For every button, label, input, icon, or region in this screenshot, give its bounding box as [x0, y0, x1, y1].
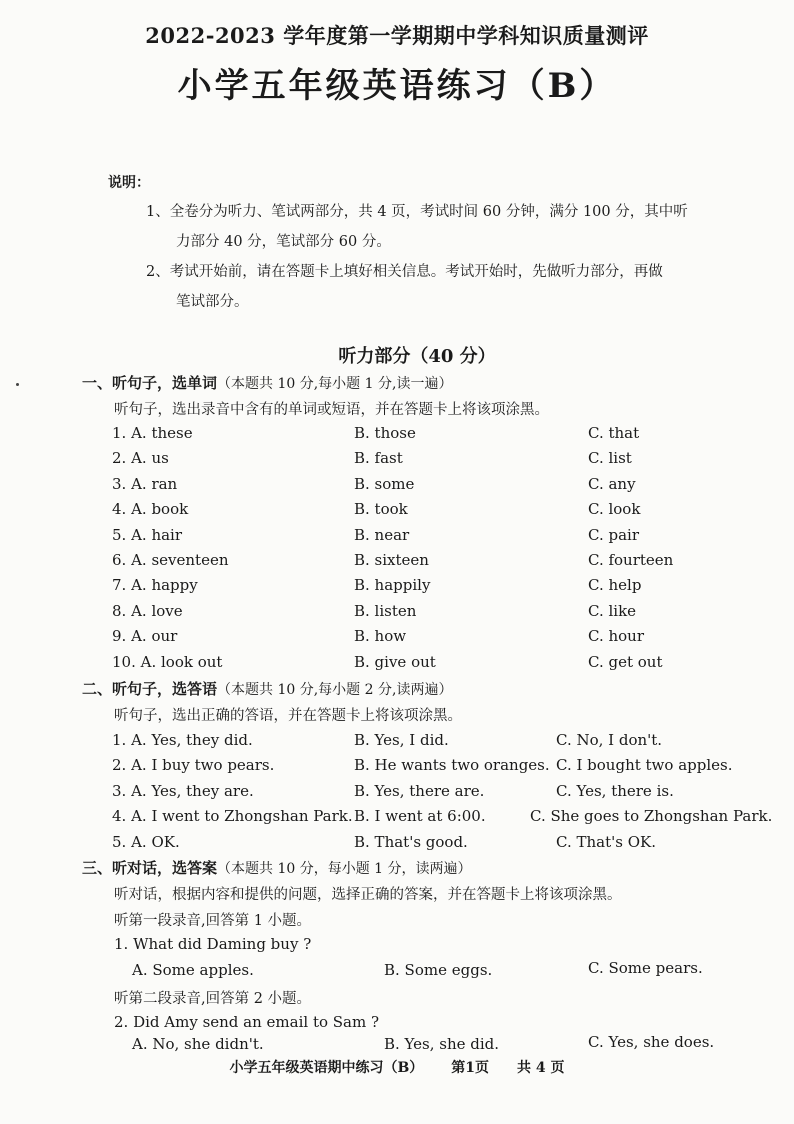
section3-question-2: 2. Did Amy send an email to Sam ?: [114, 1013, 380, 1031]
note-item-2: 2、考试开始前，请在答题卡上填好相关信息。考试开始时，先做听力部分，再做: [146, 264, 663, 280]
section2-meta: （本题共 10 分,每小题 2 分,读两遍）: [217, 682, 453, 698]
section1-q8-option-c: C. like: [588, 601, 637, 620]
section2-q3-option-b: B. Yes, there are.: [354, 781, 485, 800]
section3-title: [82, 857, 472, 878]
section1-q9-option-a: 9. A. our: [112, 627, 178, 646]
section2-q3-option-c: C. Yes, there is.: [556, 781, 674, 800]
section3-title-text: 三、听对话，选答案: [82, 859, 218, 877]
section1-q4-option-a: 4. A. book: [112, 500, 189, 519]
section1-q3-option-c: C. any: [588, 474, 636, 493]
section2-q4-option-c: C. She goes to Zhongshan Park.: [530, 807, 773, 826]
page-footer: [0, 1057, 794, 1077]
section2-q4-option-a: 4. A. I went to Zhongshan Park.: [112, 807, 353, 826]
section2-q2-option-b: B. He wants two oranges.: [354, 756, 550, 775]
section3-q1-option-a: A. Some apples.: [132, 961, 254, 979]
section2-q1-option-a: 1. A. Yes, they did.: [112, 731, 253, 749]
section1-q8-option-b: B. listen: [354, 601, 417, 620]
section3-part2-label: 听第二段录音,回答第 2 小题。: [114, 991, 312, 1007]
section1-q3-option-b: B. some: [354, 474, 415, 493]
section1-meta: （本题共 10 分,每小题 1 分,读一遍）: [217, 376, 453, 392]
section1-q10-option-a: 10. A. look out: [112, 652, 223, 671]
section2-q1-option-b: B. Yes, I did.: [354, 731, 449, 749]
section3-q2-option-b: B. Yes, she did.: [384, 1035, 500, 1053]
section3-q2-option-c: C. Yes, she does.: [588, 1033, 715, 1051]
section3-question-1: 1. What did Daming buy ?: [114, 935, 312, 953]
section2-instruction: 听句子，选出正确的答语，并在答题卡上将该项涂黑。: [114, 708, 462, 724]
section1-q4-option-c: C. look: [588, 500, 641, 519]
section1-q7-option-b: B. happily: [354, 576, 431, 595]
exam-title: 小学五年级英语练习（B）: [177, 66, 617, 106]
section3-part1-label: 听第一段录音,回答第 1 小题。: [114, 913, 312, 929]
section1-q1-option-a: 1. A. these: [112, 424, 193, 442]
section1-q9-option-c: C. hour: [588, 627, 645, 646]
section3-q1-option-c: C. Some pears.: [588, 959, 703, 977]
section1-title-text: 一、听句子，选单词: [82, 374, 218, 392]
section2-q2-option-a: 2. A. I buy two pears.: [112, 756, 275, 775]
section3-q2-option-a: A. No, she didn't.: [132, 1035, 264, 1053]
section1-q7-option-a: 7. A. happy: [112, 576, 198, 595]
section1-q6-option-a: 6. A. seventeen: [112, 551, 229, 569]
listening-heading: 听力部分（40 分）: [338, 346, 496, 367]
section2-q4-option-b: B. I went at 6:00.: [354, 807, 486, 826]
section1-q1-option-b: B. those: [354, 424, 416, 442]
section1-q2-option-c: C. list: [588, 449, 632, 468]
section1-title: [82, 372, 452, 393]
section2-title-text: 二、听句子，选答语: [82, 680, 218, 698]
footer-title: 小学五年级英语期中练习（B）: [229, 1060, 424, 1076]
section1-q9-option-b: B. how: [354, 627, 407, 646]
section1-q5-option-b: B. near: [354, 525, 410, 544]
note-item-2-continued: 笔试部分。: [176, 294, 249, 310]
section1-instruction: 听句子，选出录音中含有的单词或短语，并在答题卡上将该项涂黑。: [114, 402, 549, 418]
section1-q3-option-a: 3. A. ran: [112, 474, 178, 493]
section1-q6-option-b: B. sixteen: [354, 551, 429, 569]
section1-q5-option-c: C. pair: [588, 525, 639, 544]
section1-q10-option-b: B. give out: [354, 652, 436, 671]
section1-q10-option-c: C. get out: [588, 652, 663, 671]
section1-q1-option-c: C. that: [588, 424, 640, 442]
section1-q6-option-c: C. fourteen: [588, 551, 674, 569]
notes-label: 说明：: [108, 175, 150, 191]
section3-q1-option-b: B. Some eggs.: [384, 961, 493, 979]
section1-q8-option-a: 8. A. love: [112, 601, 183, 620]
section2-q5-option-b: B. That's good.: [354, 832, 468, 851]
note-item-1: 1、全卷分为听力、笔试两部分，共 4 页，考试时间 60 分钟，满分 100 分，其中听: [146, 204, 688, 220]
section1-q2-option-a: 2. A. us: [112, 449, 169, 468]
section3-instruction: 听对话，根据内容和提供的问题，选择正确的答案，并在答题卡上将该项涂黑。: [114, 887, 622, 903]
footer-total-pages: 共 4 页: [517, 1060, 565, 1076]
section1-q5-option-a: 5. A. hair: [112, 525, 183, 544]
section3-meta: （本题共 10 分，每小题 1 分，读两遍）: [217, 861, 472, 877]
note-item-1-continued: 力部分 40 分，笔试部分 60 分。: [176, 234, 391, 250]
section2-q1-option-c: C. No, I don't.: [556, 731, 663, 749]
section1-q7-option-c: C. help: [588, 576, 642, 595]
section1-q4-option-b: B. took: [354, 500, 408, 519]
scan-speck: [16, 383, 19, 386]
section2-q5-option-c: C. That's OK.: [556, 832, 656, 851]
section2-title: [82, 678, 452, 699]
exam-subtitle: 2022-2023 学年度第一学期期中学科知识质量测评: [145, 23, 649, 48]
section2-q5-option-a: 5. A. OK.: [112, 832, 180, 851]
section1-q2-option-b: B. fast: [354, 449, 403, 468]
section2-q2-option-c: C. I bought two apples.: [556, 756, 733, 775]
section2-q3-option-a: 3. A. Yes, they are.: [112, 781, 254, 800]
footer-page-number: 第1页: [451, 1060, 490, 1076]
